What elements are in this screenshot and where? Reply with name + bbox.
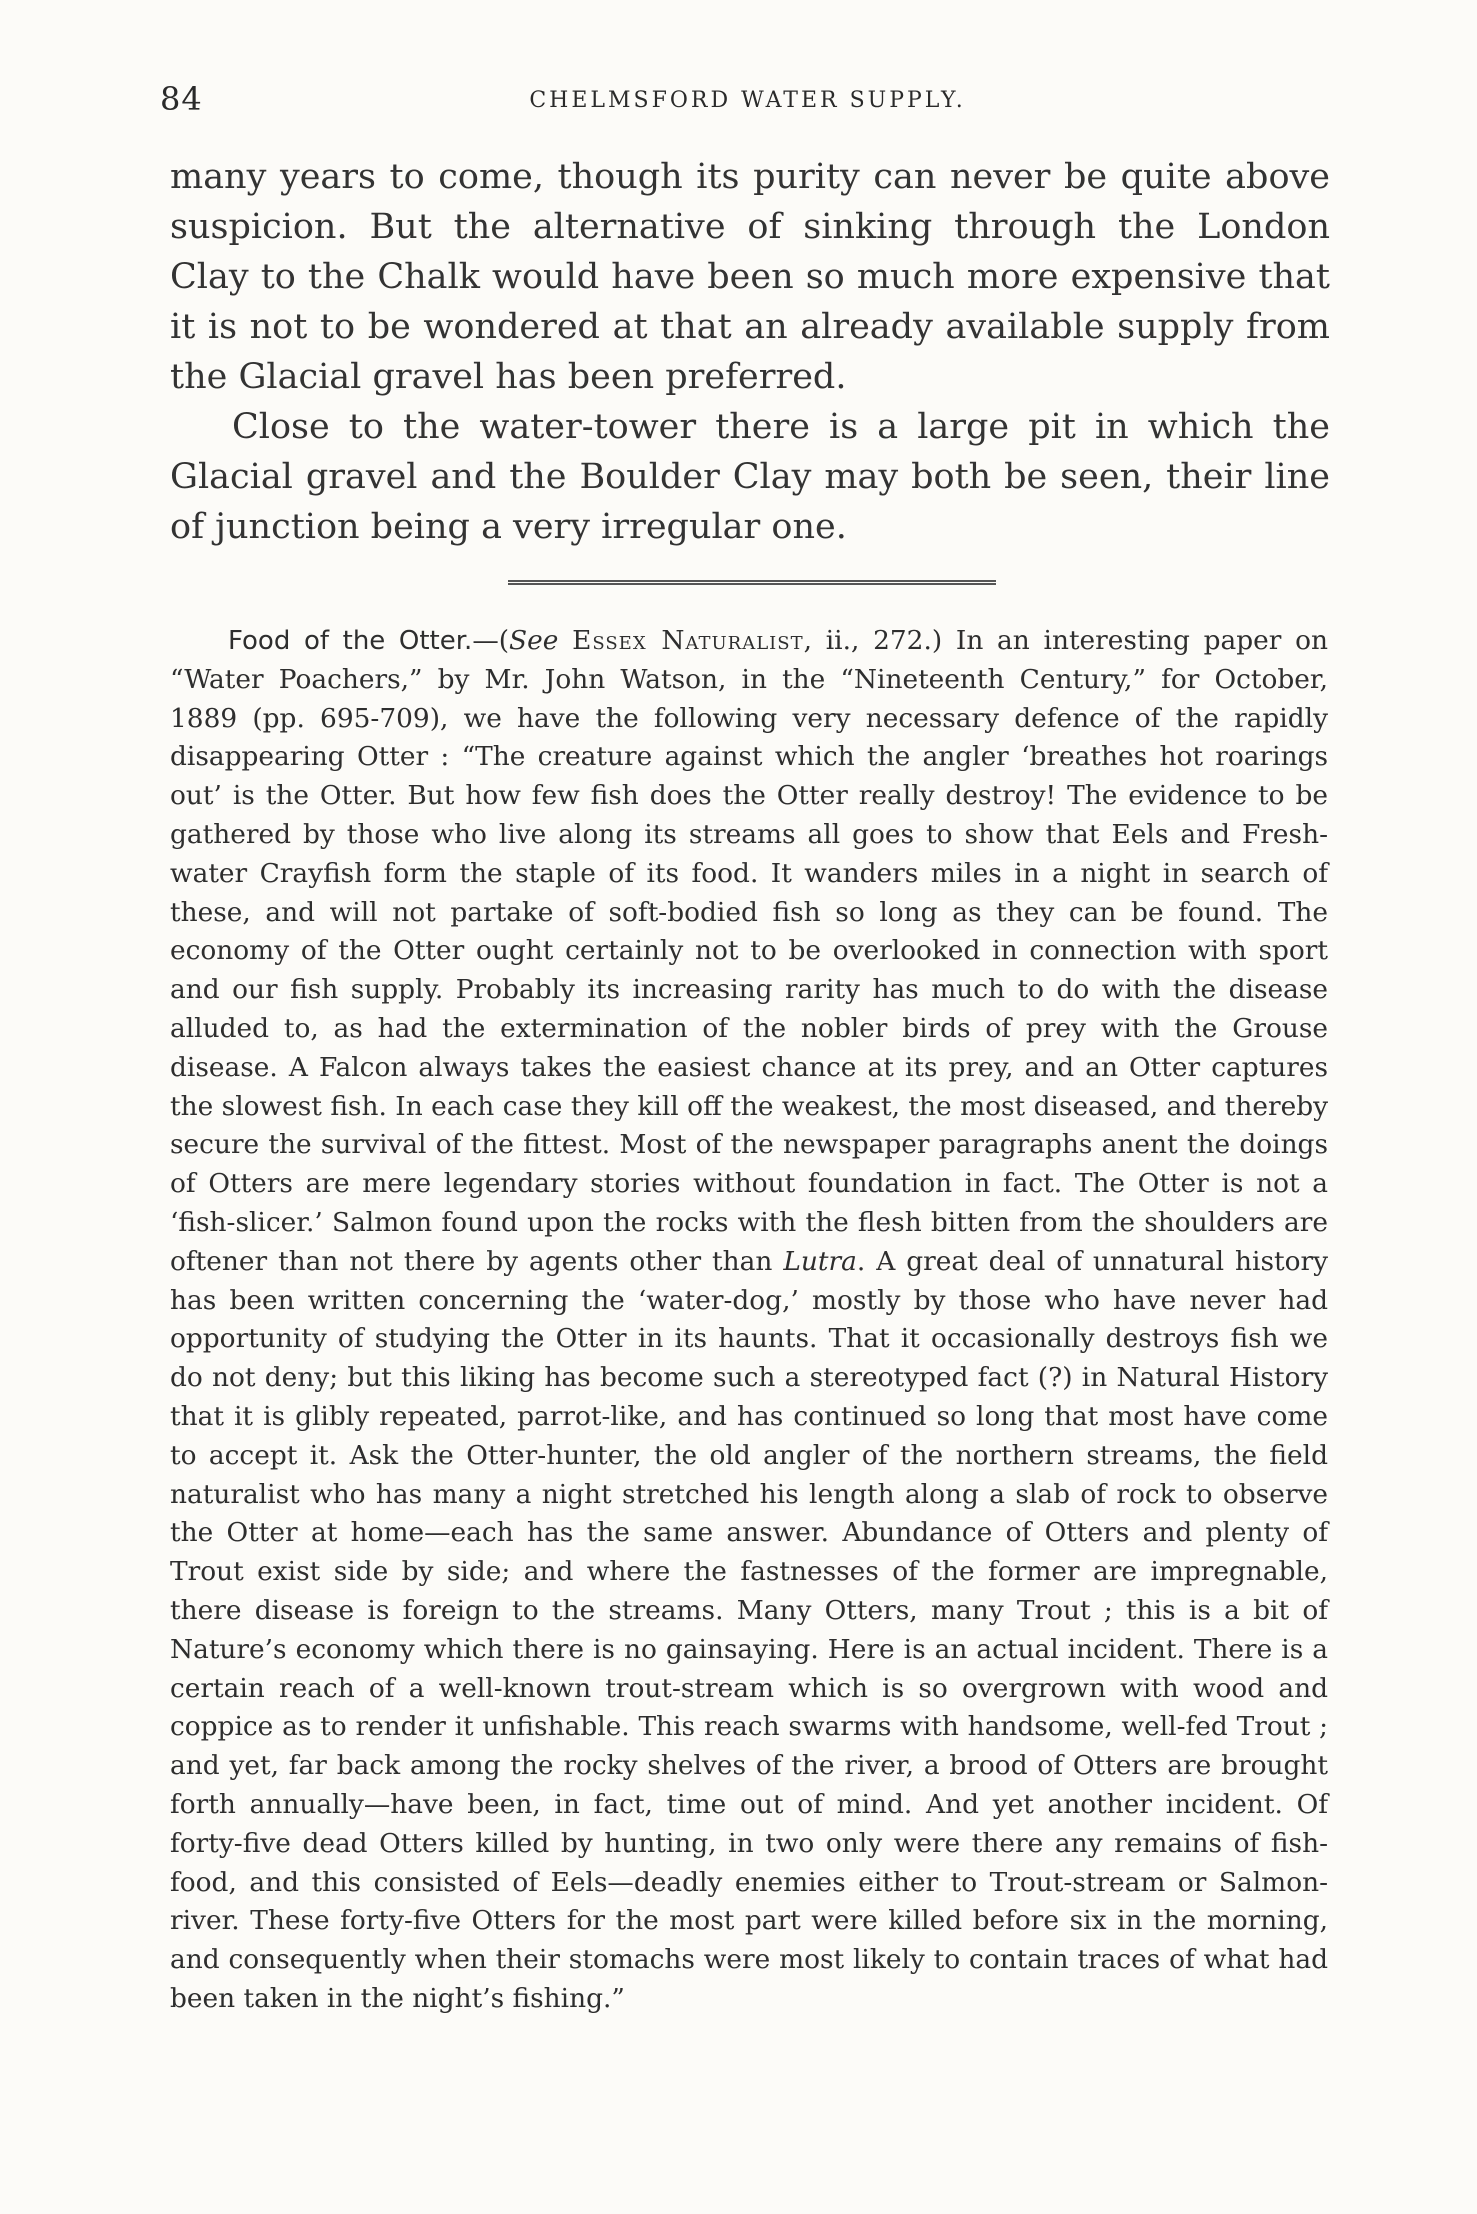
running-title: CHELMSFORD WATER SUPPLY. [529, 88, 966, 113]
article-body-part-1: In an interesting paper on “Water Poachers,” by Mr. John Watson, in the “Nineteenth Century,” for October, 1889 (pp. 695-709), we have the following very necessary defence of the rapidly disappearing Otter : “The creature against which the angler ‘breathes hot roarings out’ is the Otter. But how few fish does the Otter really destroy! The evidence to be gathered by those who live along its streams all goes to show that Eels and Fresh-water Crayfish form the staple of its food. It wanders miles in a night in search of these, and will not partake of soft-bodied fish so long as they can be found. The economy of the Otter ought certainly not to be overlooked in connection with sport and our fish supply. Probably its increasing rarity has much to do with the disease alluded to, as had the extermination of the nobler birds of prey with the Grouse disease. A Falcon always takes the easiest chance at its prey, and an Otter captures the slowest fish. In each case they kill off the weakest, the most diseased, and thereby secure the survival of the fittest. Most of the newspaper paragraphs anent the doings of Otters are mere legendary stories without foundation in fact. The Otter is not a ‘fish-slicer.’ Salmon found upon the rocks with the flesh bitten from the shoulders are oftener than not there by agents other than [170, 625, 1328, 1277]
lutra-italic: Lutra [783, 1245, 857, 1277]
article-heading: Food of the Otter. [228, 626, 473, 656]
reference-open: —( [472, 625, 509, 656]
page-number: 84 [160, 80, 203, 118]
running-head [160, 80, 1335, 130]
article-body-part-2: . A great deal of unnatural history has been written concerning the ‘water-dog,’ mostly by those who have never had opportunity of studying the Otter in its haunts. That it occasionally destroys fish we do not deny; but this liking has become such a stereotyped fact (?) in Natural History that it is glibly repeated, parrot-like, and has continued so long that most have come to accept it. Ask the Otter-hunter, the old angler of the northern streams, the field naturalist who has many a night stretched his length along a slab of rock to observe the Otter at home—each has the same answer. Abundance of Otters and plenty of Trout exist side by side; and where the fastnesses of the former are impregnable, there disease is foreign to the streams. Many Otters, many Trout ; this is a bit of Nature’s economy which there is no gainsaying. Here is an actual incident. There is a certain reach of a well-known trout-stream which is so overgrown with wood and coppice as to render it unfishable. This reach swarms with handsome, well-fed Trout ; and yet, far back among the rocky shelves of the river, a brood of Otters are brought forth annually—have been, in fact, time out of mind. And yet another incident. Of forty-five dead Otters killed by hunting, in two only were there any remains of fish-food, and this consisted of Eels—deadly enemies either to Trout-stream or Salmon-river. These forty-five Otters for the most part were killed before six in the morning, and consequently when their stomachs were most likely to contain traces of what had been taken in the night’s fishing.” [170, 1245, 1329, 2014]
section-divider [508, 580, 996, 585]
otter-article [170, 622, 1328, 2019]
water-supply-section [170, 152, 1330, 552]
reference-close: , ii., 272.) [803, 625, 943, 656]
paragraph-continuation: many years to come, though its purity can never be quite above suspicion. But the alternative of sinking through the London Clay to the Chalk would have been so much more expensive that it is not to be wondered at that an already available supply from the Glacial gravel has been preferred. [170, 157, 1330, 397]
reference-journal: Essex Naturalist [572, 625, 804, 656]
paragraph-water-tower: Close to the water-tower there is a large pit in which the Glacial gravel and the Boulder Clay may both be seen, their line of junction being a very irregular one. [170, 407, 1330, 547]
reference-see: See [509, 625, 559, 656]
